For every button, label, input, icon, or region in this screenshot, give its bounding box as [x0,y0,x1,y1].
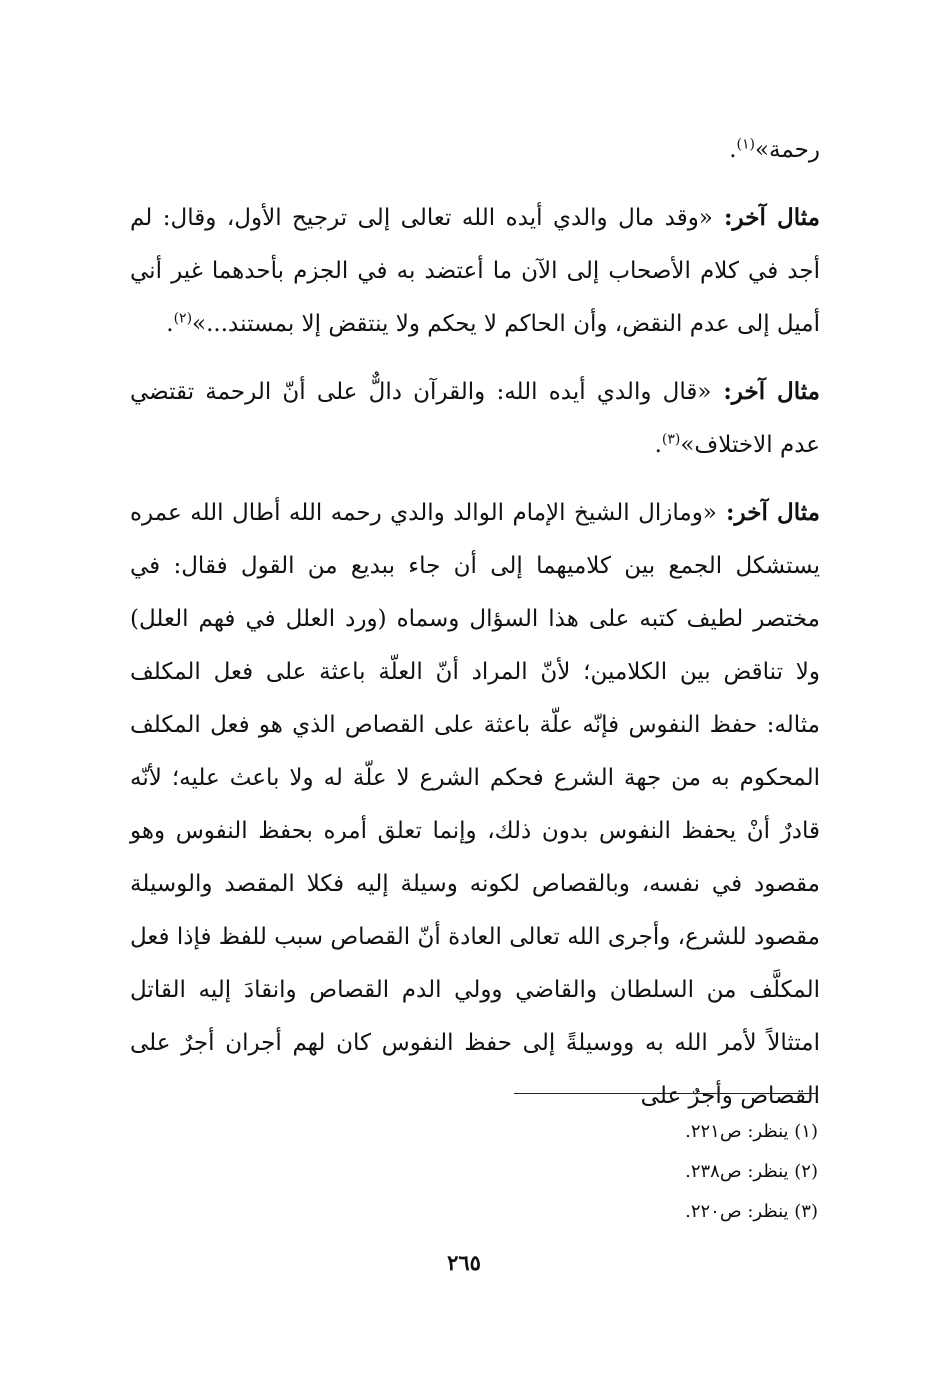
paragraph-text: «قال والدي أيده الله: والقرآن دالٌّ على أنّ الرحمة تقتضي عدم الاختلاف» [130,379,820,458]
footnotes [128,1112,818,1232]
paragraph-text: «ومازال الشيخ الإمام الوالد والدي رحمه الله أطال الله عمره يستشكل الجمع بين كلاميهما إلى أن جاء ببديع من القول فقال: في مختصر لطيف كتبه على هذا السؤال وسماه (ورد العلل في فهم العلل) ولا تناقض بين الكلامين؛ لأنّ المراد أنّ العلّة باعثة على فعل المكلف مثاله: حفظ النفوس فإنّه علّة باعثة على القصاص الذي هو فعل المكلف المحكوم به من جهة الشرع فحكم الشرع لا علّة له ولا باعث عليه؛ لأنّه قادرٌ أنْ يحفظ النفوس بدون ذلك، وإنما تعلق أمره بحفظ النفوس وهو مقصود في نفسه، وبالقصاص لكونه وسيلة إليه فكلا المقصد والوسيلة مقصود للشرع، وأجرى الله تعالى العادة أنّ القصاص سبب للفظ فإذا فعل المكلَّف من السلطان والقاضي وولي الدم القصاص وانقادَ إليه القاتل امتثالاً لأمر الله به ووسيلةً إلى حفظ النفوس كان لهم أجران أجرٌ على القصاص وأجرٌ على [130,500,820,1109]
footnote-separator [514,1093,816,1094]
example-paragraph [130,191,820,351]
example-label: مثال آخر: [716,499,820,526]
footnote-item: (١) ينظر: ص٢٢١. [685,1121,818,1142]
paragraph-text: رحمة» [754,137,820,163]
paragraph-end: . [729,137,737,163]
footnote-ref: (١) [736,136,755,153]
example-paragraph [130,486,820,1123]
footnote-item: (٣) ينظر: ص٢٢٠. [685,1201,818,1222]
paragraph-text: «وقد مال والدي أيده الله تعالى إلى ترجيح الأول، وقال: لم أجد في كلام الأصحاب إلى الآن ما أعتضد به في الجزم بأحدهما غير أني أميل إلى عدم النقض، وأن الحاكم لا يحكم ولا ينتقض إلا بمستند...» [130,205,820,337]
paragraph-end: . [166,311,174,337]
example-paragraph [130,365,820,472]
main-text [130,124,820,1123]
paragraph-continuation [130,124,820,177]
example-label: مثال آخر: [712,204,820,231]
paragraph-end: . [654,432,662,458]
page-number: ٢٦٥ [447,1250,481,1275]
example-label: مثال آخر: [711,378,820,405]
footnote-item: (٢) ينظر: ص٢٣٨. [685,1161,818,1182]
footnote-ref: (٢) [173,310,193,327]
footnote-ref: (٣) [661,431,681,448]
